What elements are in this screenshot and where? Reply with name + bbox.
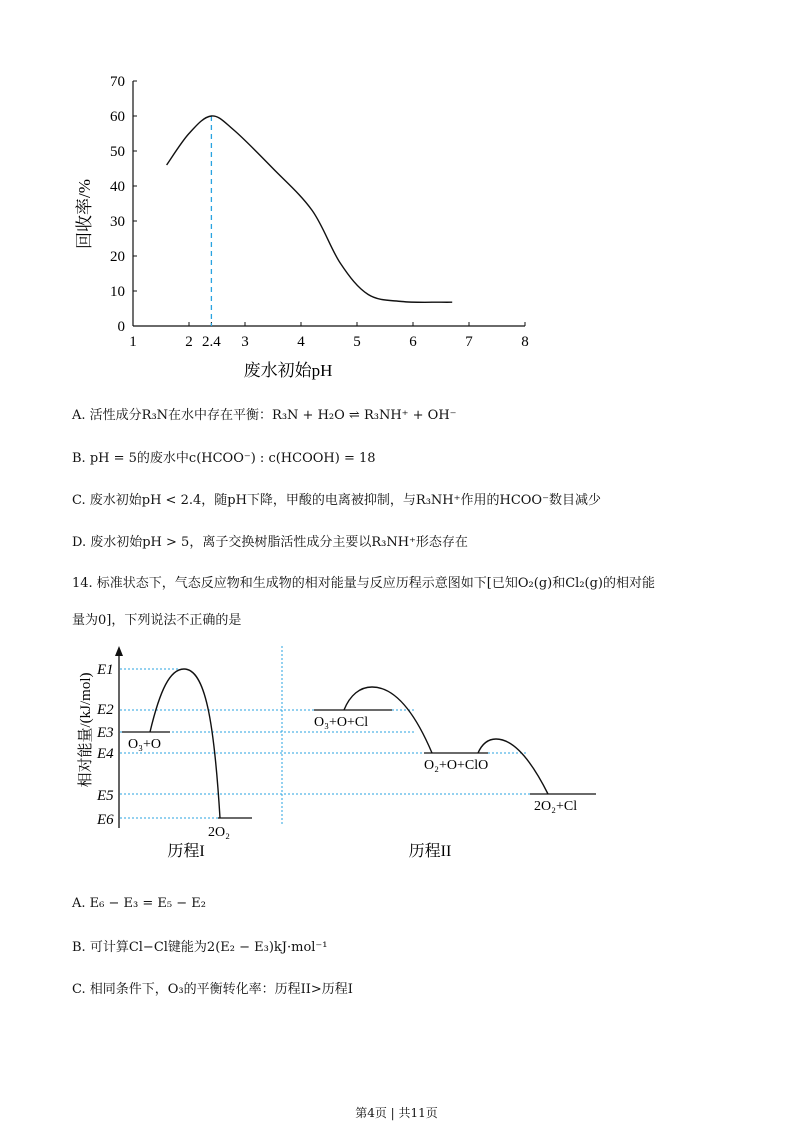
x-tick-label: 2.4 [202, 334, 221, 350]
x-tick-label: 1 [129, 334, 137, 350]
x-tick-label: 5 [353, 334, 361, 350]
chart-ticks [110, 74, 529, 350]
y-tick-label: 10 [110, 284, 125, 300]
q13-option-d: D. 废水初始pH > 5，离子交换树脂活性成分主要以R₃NH⁺形态存在 [72, 535, 468, 550]
level-label-e2: E2 [97, 702, 114, 718]
x-tick-label: 4 [297, 334, 305, 350]
chart-axes [133, 81, 525, 326]
x-tick-label: 6 [409, 334, 417, 350]
path2-curve-2 [478, 739, 548, 794]
path2-label: 历程II [408, 843, 452, 860]
level-label-e5: E5 [97, 788, 114, 804]
y-tick-label: 20 [110, 249, 125, 265]
x-tick-label: 2 [185, 334, 193, 350]
q14-option-b: B. 可计算Cl−Cl键能为2(E₂ − E₃)kJ·mol⁻¹ [72, 940, 328, 955]
series-line-recovery [167, 116, 453, 302]
y-tick-label: 50 [110, 144, 125, 160]
x-tick-label: 3 [241, 334, 249, 350]
q13-option-b: B. pH = 5的废水中c(HCOO⁻) : c(HCOOH) = 18 [72, 451, 376, 466]
y-tick-label: 40 [110, 179, 125, 195]
q14-option-a: A. E₆ − E₃ = E₅ − E₂ [72, 896, 206, 911]
q14-option-c: C. 相同条件下，O₃的平衡转化率：历程II>历程I [72, 982, 353, 997]
energy-y-axis-arrow [115, 646, 123, 656]
energy-y-axis-label: 相对能量/(kJ/mol) [78, 672, 94, 788]
y-tick-label: 70 [110, 74, 125, 90]
recovery-chart [0, 60, 560, 390]
species-o3-o-cl: O₃+O+Cl [314, 715, 369, 730]
energy-guides [120, 646, 596, 826]
q13-option-a: A. 活性成分R₃N在水中存在平衡：R₃N + H₂O ⇌ R₃NH⁺ + OH⁻ [72, 408, 457, 423]
species-o3-o: O₃+O [128, 737, 161, 752]
y-axis-label: 回收率/% [75, 179, 94, 249]
species-2o2-cl: 2O₂+Cl [534, 799, 578, 814]
x-tick-label: 8 [521, 334, 529, 350]
x-axis-label: 废水初始pH [243, 361, 333, 380]
path1-label: 历程I [167, 843, 205, 860]
energy-diagram [0, 640, 620, 870]
level-label-e3: E3 [97, 725, 114, 741]
q13-option-c: C. 废水初始pH < 2.4，随pH下降，甲酸的电离被抑制，与R₃NH⁺作用的HCOO⁻数目减少 [72, 493, 601, 508]
y-tick-label: 60 [110, 109, 125, 125]
y-tick-label: 30 [110, 214, 125, 230]
species-2o2: 2O₂ [208, 825, 230, 840]
level-label-e6: E6 [97, 812, 114, 828]
q14-stem-line1: 14. 标准状态下，气态反应物和生成物的相对能量与反应历程示意图如下[已知O₂(g)和Cl₂(g)的相对能 [72, 576, 655, 591]
q14-stem-line2: 量为0]，下列说法不正确的是 [72, 613, 242, 628]
x-tick-label: 7 [465, 334, 473, 350]
level-label-e4: E4 [97, 746, 114, 762]
species-o2-o-clo: O₂+O+ClO [424, 758, 489, 773]
page-footer: 第4页 | 共11页 [355, 1106, 438, 1120]
y-tick-label: 0 [117, 319, 125, 335]
level-label-e1: E1 [97, 662, 114, 678]
